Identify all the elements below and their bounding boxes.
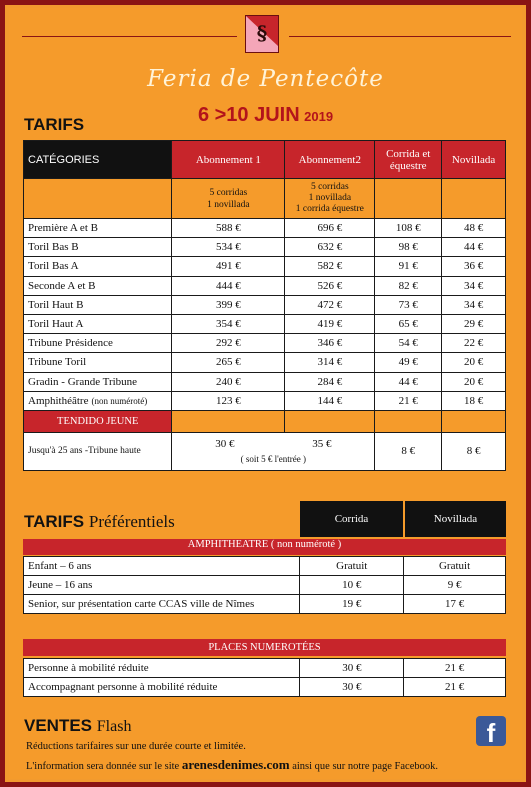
pref-col-novillada: Novillada bbox=[405, 501, 506, 537]
amphi-table bbox=[23, 556, 506, 614]
tarif-novillada-text: 22 € bbox=[463, 337, 484, 350]
detail-empty bbox=[375, 179, 442, 219]
pref-row bbox=[24, 595, 506, 614]
tarif-corrida-text: 82 € bbox=[398, 279, 418, 292]
abo1-detail-line: 1 novillada bbox=[207, 199, 250, 210]
tarif-row bbox=[24, 238, 506, 257]
tarif-abo1-text: 534 € bbox=[216, 241, 241, 254]
tarif-category-text: Seconde A et B bbox=[28, 279, 96, 292]
pref-row bbox=[24, 659, 506, 678]
tendido-empty bbox=[285, 410, 375, 432]
pref-corrida: 10 € bbox=[300, 576, 404, 595]
ventes-line1: Réductions tarifaires sur une durée courte et limitée. bbox=[26, 741, 246, 752]
tarif-row bbox=[24, 391, 506, 410]
places-header: PLACES NUMEROTÉES bbox=[23, 639, 506, 656]
tarif-row bbox=[24, 314, 506, 333]
tarif-novillada-text: 20 € bbox=[463, 356, 484, 369]
pref-title bbox=[24, 512, 175, 532]
tarif-novillada-text: 20 € bbox=[463, 375, 484, 388]
pref-row bbox=[24, 557, 506, 576]
tarif-abo2-text: 582 € bbox=[317, 260, 343, 273]
tarif-category bbox=[24, 372, 172, 391]
tarif-row bbox=[24, 372, 506, 391]
tarif-corrida bbox=[375, 295, 442, 314]
tarif-category-text: Toril Haut A bbox=[28, 318, 84, 331]
tarif-abo2 bbox=[285, 391, 375, 410]
tarif-category-text: Amphithéâtre bbox=[28, 394, 89, 407]
tarif-row bbox=[24, 219, 506, 238]
abo2-detail bbox=[285, 179, 375, 219]
tarifs-title: TARIFS bbox=[24, 115, 85, 134]
tarif-category-text: Première A et B bbox=[28, 222, 98, 235]
tarif-abo2 bbox=[285, 276, 375, 295]
pref-corrida: 30 € bbox=[300, 659, 404, 678]
tarif-novillada-text: 34 € bbox=[463, 298, 484, 311]
tarif-abo1 bbox=[172, 334, 285, 353]
tarif-category bbox=[24, 353, 172, 372]
ventes-line2-b: ainsi que sur notre page Facebook. bbox=[292, 761, 438, 772]
tarif-novillada bbox=[442, 257, 506, 276]
tarif-novillada-text: 29 € bbox=[463, 318, 484, 331]
tarif-novillada-text: 48 € bbox=[463, 222, 484, 235]
tarif-corrida bbox=[375, 334, 442, 353]
tarif-abo2-text: 314 € bbox=[317, 356, 343, 369]
tarif-category-text: Toril Bas B bbox=[28, 241, 79, 254]
facebook-icon[interactable]: f bbox=[476, 716, 506, 746]
tarif-abo1-text: 491 € bbox=[216, 260, 241, 273]
ventes-line2-a: L'information sera donnée sur le site bbox=[26, 761, 180, 772]
tarif-abo1 bbox=[172, 353, 285, 372]
ventes-site-link[interactable]: arenesdenimes.com bbox=[181, 757, 290, 772]
pref-novillada: 21 € bbox=[404, 678, 506, 697]
pref-label: Jeune – 16 ans bbox=[24, 576, 300, 595]
tarif-abo1 bbox=[172, 238, 285, 257]
pref-title-rest: Préférentiels bbox=[88, 512, 175, 531]
tarif-novillada bbox=[442, 391, 506, 410]
pref-row bbox=[24, 678, 506, 697]
tarif-novillada bbox=[442, 353, 506, 372]
tarif-abo1 bbox=[172, 391, 285, 410]
tarif-abo2 bbox=[285, 295, 375, 314]
tendido-abo1: 30 € bbox=[215, 438, 235, 451]
tarif-category-text: Toril Bas A bbox=[28, 260, 79, 273]
tarif-abo2-text: 526 € bbox=[317, 279, 343, 292]
tarif-abo2-text: 346 € bbox=[317, 337, 343, 350]
tarif-abo1-text: 240 € bbox=[216, 375, 241, 388]
tarif-corrida-text: 73 € bbox=[398, 298, 418, 311]
tarif-abo1-text: 123 € bbox=[216, 394, 241, 407]
pref-novillada: 9 € bbox=[404, 576, 506, 595]
tarif-novillada bbox=[442, 276, 506, 295]
tendido-empty bbox=[375, 410, 442, 432]
tarif-category bbox=[24, 257, 172, 276]
tendido-empty bbox=[172, 410, 285, 432]
amphi-header: AMPHITHEATRE ( non numéroté ) bbox=[23, 539, 506, 555]
tarif-corrida-text: 65 € bbox=[398, 318, 418, 331]
tarif-abo1-text: 588 € bbox=[216, 222, 241, 235]
places-table bbox=[23, 658, 506, 697]
pref-label: Enfant – 6 ans bbox=[24, 557, 300, 576]
tarif-row bbox=[24, 353, 506, 372]
pref-corrida: 30 € bbox=[300, 678, 404, 697]
tarif-corrida-text: 44 € bbox=[398, 375, 418, 388]
tarif-corrida bbox=[375, 257, 442, 276]
tarif-novillada bbox=[442, 372, 506, 391]
tendido-empty bbox=[442, 410, 506, 432]
top-divider-right bbox=[289, 36, 511, 37]
tarif-abo2 bbox=[285, 372, 375, 391]
tarif-corrida bbox=[375, 372, 442, 391]
tarif-corrida bbox=[375, 276, 442, 295]
pref-label: Personne à mobilité réduite bbox=[24, 659, 300, 678]
tarif-row bbox=[24, 257, 506, 276]
tarifs-table bbox=[23, 140, 506, 471]
tarif-category-text: Tribune Présidence bbox=[28, 337, 113, 350]
col-header-abo2: Abonnement2 bbox=[285, 141, 375, 179]
pref-label: Accompagnant personne à mobilité réduite bbox=[24, 678, 300, 697]
tarif-category bbox=[24, 238, 172, 257]
svg-text:§: § bbox=[256, 21, 268, 45]
tarif-corrida bbox=[375, 314, 442, 333]
abo2-detail-line: 5 corridas bbox=[310, 182, 349, 192]
tarif-novillada-text: 44 € bbox=[463, 241, 484, 254]
tarif-corrida-text: 108 € bbox=[395, 222, 421, 235]
tarif-novillada bbox=[442, 295, 506, 314]
tendido-jeune-label: TENDIDO JEUNE bbox=[24, 410, 172, 432]
tarif-corrida bbox=[375, 391, 442, 410]
ventes-title bbox=[24, 716, 131, 736]
tarif-category bbox=[24, 295, 172, 314]
col-header-abo1: Abonnement 1 bbox=[172, 141, 285, 179]
tarif-abo2 bbox=[285, 334, 375, 353]
ventes-title-rest: Flash bbox=[96, 718, 132, 735]
tarif-category bbox=[24, 314, 172, 333]
tarif-abo2 bbox=[285, 314, 375, 333]
tarif-corrida-text: 49 € bbox=[398, 356, 418, 369]
dates-year: 2019 bbox=[304, 109, 334, 124]
detail-empty bbox=[442, 179, 506, 219]
tarif-corrida-text: 91 € bbox=[398, 260, 418, 273]
pref-label: Senior, sur présentation carte CCAS ville de Nîmes bbox=[24, 595, 300, 614]
pref-novillada: 17 € bbox=[404, 595, 506, 614]
abo1-detail bbox=[172, 179, 285, 219]
tarif-abo2 bbox=[285, 353, 375, 372]
tarif-corrida bbox=[375, 353, 442, 372]
pref-title-bold: TARIFS bbox=[24, 512, 85, 531]
pref-corrida: 19 € bbox=[300, 595, 404, 614]
tarif-novillada bbox=[442, 334, 506, 353]
pref-row bbox=[24, 576, 506, 595]
tendido-abo2: 35 € bbox=[312, 438, 332, 451]
tarif-row bbox=[24, 276, 506, 295]
tarif-novillada bbox=[442, 219, 506, 238]
tendido-abo-cell bbox=[172, 432, 375, 470]
top-divider-left bbox=[22, 36, 237, 37]
tarif-abo1 bbox=[172, 257, 285, 276]
tarif-corrida bbox=[375, 219, 442, 238]
tarif-row bbox=[24, 295, 506, 314]
tarif-abo1-text: 292 € bbox=[216, 337, 241, 350]
tarif-novillada bbox=[442, 314, 506, 333]
tarif-category-text: Toril Haut B bbox=[28, 298, 84, 311]
tarif-abo2-text: 696 € bbox=[317, 222, 343, 235]
tarif-abo2 bbox=[285, 238, 375, 257]
ventes-title-bold: VENTES bbox=[24, 716, 93, 735]
detail-empty bbox=[24, 179, 172, 219]
tarif-corrida-text: 98 € bbox=[398, 241, 418, 254]
tarif-category bbox=[24, 219, 172, 238]
tarif-abo1 bbox=[172, 372, 285, 391]
abo1-detail-line: 5 corridas bbox=[209, 187, 248, 198]
tarif-corrida bbox=[375, 238, 442, 257]
tarif-abo2-text: 632 € bbox=[317, 241, 343, 254]
abo2-detail-line: 1 corrida équestre bbox=[295, 204, 364, 214]
tendido-novillada: 8 € bbox=[442, 432, 506, 470]
tendido-abo-note: ( soit 5 € l'entrée ) bbox=[240, 454, 307, 465]
tarif-abo1-text: 265 € bbox=[216, 356, 241, 369]
pref-novillada: 21 € bbox=[404, 659, 506, 678]
tarif-category bbox=[24, 391, 172, 410]
ventes-line2 bbox=[26, 757, 438, 773]
tarif-abo1 bbox=[172, 295, 285, 314]
col-header-corrida: Corrida et équestre bbox=[375, 141, 442, 179]
tendido-category: Jusqu'à 25 ans -Tribune haute bbox=[24, 432, 172, 470]
tarif-abo1 bbox=[172, 219, 285, 238]
tarif-category-text: Gradin - Grande Tribune bbox=[28, 375, 138, 388]
pref-col-corrida: Corrida bbox=[300, 501, 403, 537]
tarif-corrida-text: 21 € bbox=[398, 394, 418, 407]
tarif-novillada-text: 34 € bbox=[463, 279, 484, 292]
tarif-abo2-text: 472 € bbox=[317, 298, 343, 311]
tarif-category-text: Tribune Toril bbox=[28, 356, 87, 369]
tarif-abo1-text: 399 € bbox=[216, 298, 241, 311]
tarif-abo2-text: 144 € bbox=[317, 394, 343, 407]
dates-main: 6 >10 JUIN bbox=[197, 104, 300, 126]
tarif-category bbox=[24, 334, 172, 353]
tarif-abo2 bbox=[285, 257, 375, 276]
tarif-abo1 bbox=[172, 276, 285, 295]
pref-novillada: Gratuit bbox=[404, 557, 506, 576]
tarif-corrida-text: 54 € bbox=[398, 337, 418, 350]
tarif-abo1-text: 354 € bbox=[216, 318, 241, 331]
tarif-abo1-text: 444 € bbox=[216, 279, 241, 292]
abo2-detail-line: 1 novillada bbox=[308, 193, 352, 203]
tarif-novillada bbox=[442, 238, 506, 257]
tarif-abo1 bbox=[172, 314, 285, 333]
tarif-novillada-text: 36 € bbox=[463, 260, 484, 273]
tarif-category-note: (non numéroté) bbox=[91, 395, 148, 406]
col-header-novillada: Novillada bbox=[442, 141, 506, 179]
feria-title: Feria de Pentecôte bbox=[147, 66, 384, 92]
arena-logo-icon bbox=[245, 15, 279, 53]
tarif-abo2 bbox=[285, 219, 375, 238]
col-header-categories: CATÉGORIES bbox=[24, 141, 172, 179]
tarif-novillada-text: 18 € bbox=[463, 394, 484, 407]
tendido-corrida: 8 € bbox=[375, 432, 442, 470]
tarif-abo2-text: 419 € bbox=[317, 318, 343, 331]
tarif-row bbox=[24, 334, 506, 353]
tarif-abo2-text: 284 € bbox=[317, 375, 343, 388]
tarif-category bbox=[24, 276, 172, 295]
pref-corrida: Gratuit bbox=[300, 557, 404, 576]
